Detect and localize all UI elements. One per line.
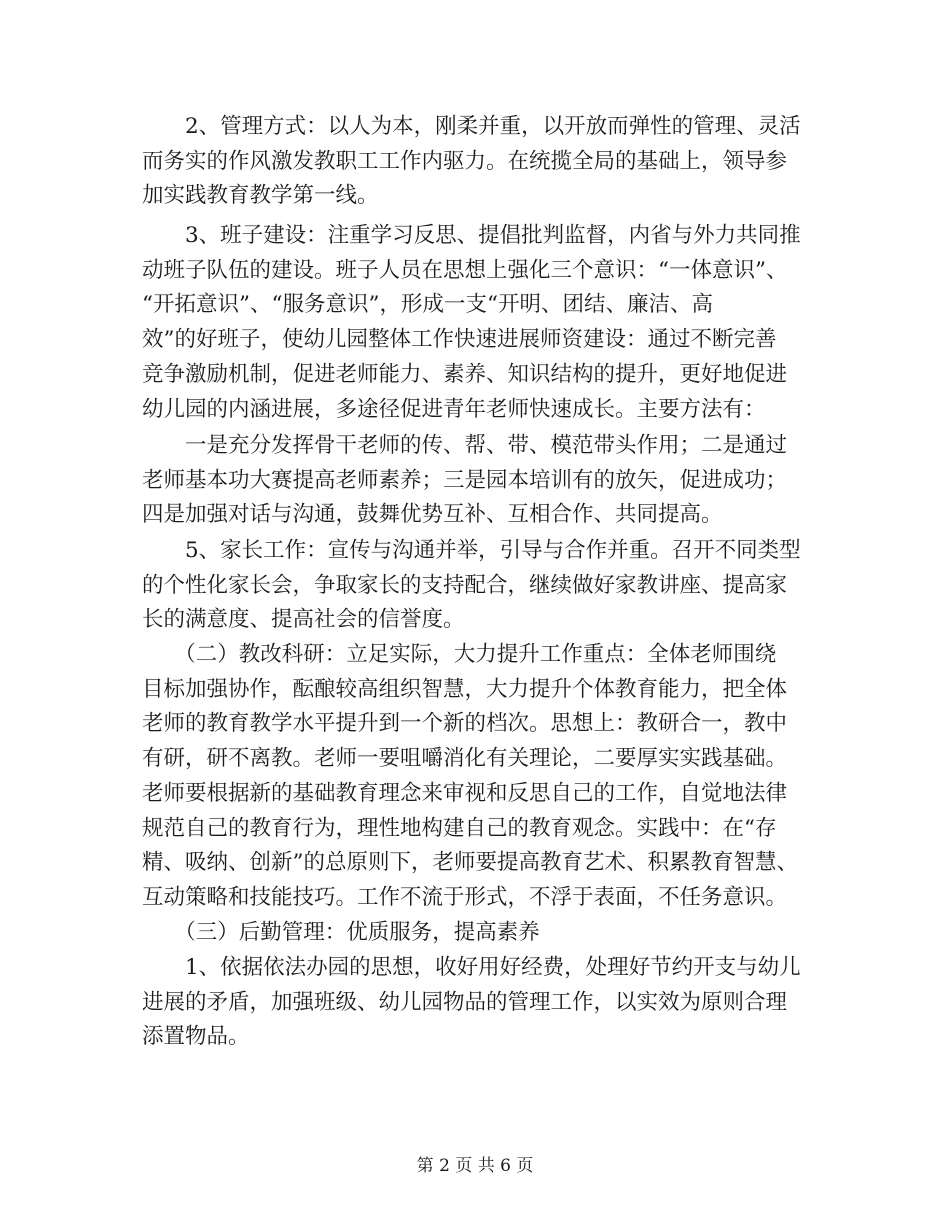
paragraph-methods [142,429,807,533]
text-line: 精、吸纳、创新”的总原则下，老师要提高教育艺术、积累教育智慧、 [142,850,798,876]
text-line: 互动策略和技能技巧。工作不流于形式，不浮于表面，不任务意识。 [142,884,788,910]
text-line: （二）教改科研：立足实际，大力提升工作重点：全体老师围绕 [142,642,777,667]
text-line: （三）后勤管理：优质服务，提高素养 [142,920,540,945]
paragraph-parent-work [142,534,807,638]
paragraph-funding [142,951,807,1055]
text-line: 有研，研不离教。老师一要咀嚼消化有关理论，二要厚实实践基础。 [142,746,788,772]
paragraph-management-style [142,110,807,214]
text-line: 的个性化家长会，争取家长的支持配合，继续做好家教讲座、提高家 [142,572,788,598]
text-line: 四是加强对话与沟通，鼓舞优势互补、互相合作、共同提高。 [142,502,723,528]
page-number: 第 2 页 共 6 页 [416,1156,534,1176]
text-line: 效”的好班子，使幼儿园整体工作快速进展师资建设：通过不断完善 [142,327,777,353]
text-line: 目标加强协作，酝酿较高组织智慧，大力提升个体教育能力，把全体 [142,676,788,702]
paragraph-teaching-research [142,638,807,916]
text-line: 一是充分发挥骨干老师的传、帮、带、模范带头作用；二是通过 [142,433,788,458]
paragraph-team-building [142,219,807,427]
page-footer [0,1156,950,1176]
text-line: 2、管理方式：以人为本，刚柔并重，以开放而弹性的管理、灵活 [142,114,801,139]
text-line: 5、家长工作：宣传与沟通并举，引导与合作并重。召开不同类型 [142,538,801,563]
text-line: 竞争激励机制，促进老师能力、素养、知识结构的提升，更好地促进 [142,361,788,387]
text-line: 规范自己的教育行为，理性地构建自己的教育观念。实践中：在“存 [142,815,777,841]
text-line: 老师基本功大赛提高老师素养；三是园本培训有的放矢，促进成功； [142,467,788,493]
text-line: 加实践教育教学第一线。 [142,183,379,209]
text-line: 动班子队伍的建设。班子人员在思想上强化三个意识：“一体意识”、 [142,257,788,283]
text-line: 而务实的作风激发教职工工作内驱力。在统揽全局的基础上，领导参 [142,148,788,174]
text-line: 进展的矛盾，加强班级、幼儿园物品的管理工作，以实效为原则合理 [142,989,788,1015]
text-line: 老师要根据新的基础教育理念来审视和反思自己的工作，自觉地法律 [142,780,788,806]
text-line: “开拓意识”、“服务意识”，形成一支“开明、团结、廉洁、高 [142,292,713,318]
text-line: 1、依据依法办园的思想，收好用好经费，处理好节约开支与幼儿 [142,955,801,980]
text-line: 幼儿园的内涵进展，多途径促进青年老师快速成长。主要方法有： [142,396,766,422]
text-line: 添置物品。 [142,1024,250,1050]
text-line: 长的满意度、提高社会的信誉度。 [142,607,465,633]
text-line: 老师的教育教学水平提升到一个新的档次。思想上：教研合一，教中 [142,711,788,737]
text-line: 3、班子建设：注重学习反思、提倡批判监督，内省与外力共同推 [142,223,801,248]
section-heading-logistics [142,916,807,951]
